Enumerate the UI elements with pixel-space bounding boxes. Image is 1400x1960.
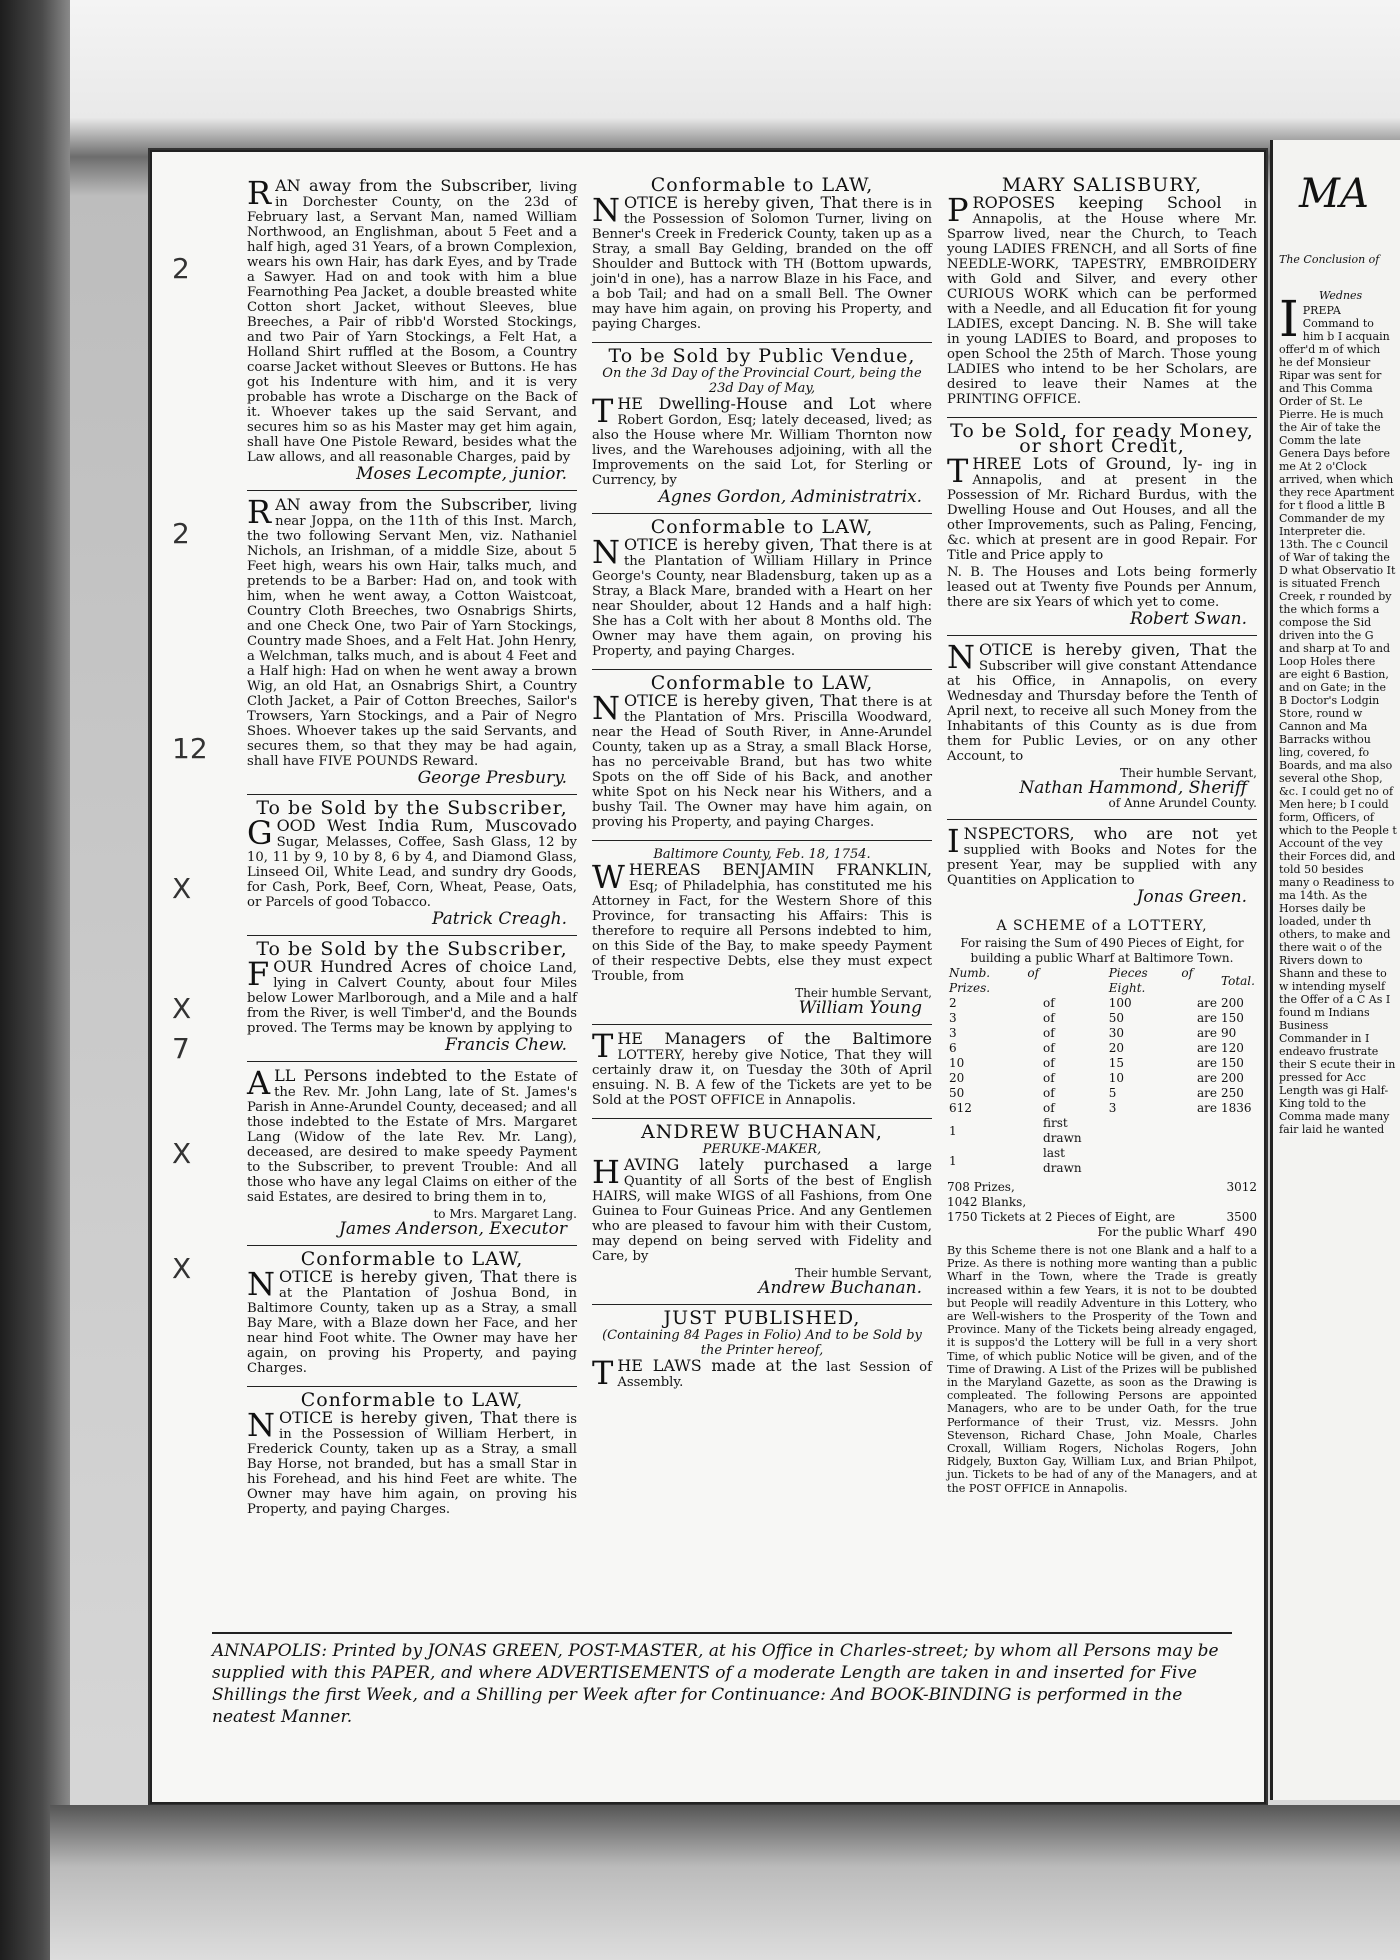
drop-cap: N [592,689,620,727]
scheme-row [947,996,1257,1011]
notice-body [947,191,1257,407]
scheme-cell: 50 [949,1086,965,1100]
signature: Moses Lecompte, junior. [356,464,567,484]
signature: Patrick Creagh. [432,909,567,929]
notice-block [592,670,932,841]
notice-title: ANDREW BUCHANAN, [641,1121,883,1143]
column-3 [947,172,1257,1503]
scheme-cell: of [1043,1026,1055,1040]
scheme-cell [1107,1116,1195,1146]
lottery-scheme [947,913,1257,1503]
notice-block [592,514,932,670]
notice-text: there is at the Plantation of William Hillary in Prince George's County, near Bladensburg, taken up as a Stray, a Black Mare, branded with a Heart on her near Shoulder, about 12 Hands and a half high: She has a Colt with her about 8 Months old. The Owner may have them again, on proving his Property, and paying Charges. [592,539,932,659]
notice-body [247,1064,577,1239]
signature-salutation: Their humble Servant, [795,1266,932,1280]
scheme-wharf-total: 490 [1234,1225,1257,1239]
drop-cap: W [592,858,625,896]
facing-subtitle: The Conclusion of [1279,253,1380,266]
notice-text: Land, lying in Calvert County, about four Miles below Lower Marlborough, and a Mile and a half from the River, is well Timber'd, and the Bounds proved. The Terms may be known by applying to [247,961,577,1036]
signature: George Presbury. [417,768,567,788]
notice-title: To be Sold by the Subscriber, [256,938,568,960]
drop-cap: T [947,452,969,490]
notice-body [247,1406,578,1517]
margin-note: X [172,1137,192,1170]
notice-body [947,638,1257,811]
notice-text: living in Dorchester County, on the 23d of February last, a Servant Man, named William Northwood, an Englishman, about 5 Feet and a half high, aged 31 Years, of a brown Complexion, wears his own Hair, has dark Eyes, and by Trade a Sawyer. Had on and took with him a blue Fearnothing Pea Jacket, a double breasted white Cotton short Jacket, without Sleeves, blue Breeches, a Pair of ribb'd Worsted Stockings, and two Pair of Yarn Stockings, a Felt Hat, a Holland Shirt ruffled at the Bosom, a Country coarse Jacket without Sleeves or Buttons. He has got his Indenture with him, and it is very probable has wrote a Discharge on the Back of it. Whoever takes up the said Servant, and secures him so as his Master may get him again, shall have One Pistole Reward, besides what the Law allows, and all reasonable Charges, paid by [247,180,578,465]
drop-cap: I [947,822,960,860]
notice-text: there is at the Plantation of Mrs. Priscilla Woodward, near the Head of South River, in Anne-Arundel County, taken up as a Stray, a small Black Horse, has no perceivable Brand, but has two white Spots on the off Side of his Back, and another white Spot on his Neck near his Withers, and a bushy Tail. The Owner may have him again, on proving his Property, and paying Charges. [592,695,932,830]
signature-salutation: Their humble Servant, [1120,766,1257,780]
notice-block [247,1246,577,1387]
scheme-cell: 5 [1108,1086,1117,1100]
notice-body [947,822,1257,907]
notice-heading: AN away from the Subscriber, [275,495,533,514]
signature-salutation: to Mrs. Margaret Lang. [433,1207,577,1221]
drop-cap: N [247,1406,275,1444]
notice-block [247,491,577,795]
notice-block [247,1062,577,1246]
scheme-row [947,1146,1257,1176]
notice-block [947,172,1257,418]
scheme-desc: For raising the Sum of 490 Pieces of Eight, for building a public Wharf at Baltimore Town. [960,936,1244,965]
scheme-cell [1195,1146,1219,1176]
notice-body [592,1027,932,1108]
scheme-cell: 200 [1221,1071,1244,1085]
notice-subtitle: (Containing 84 Pages in Folio) And to be Sold by the Printer hereof, [602,1328,922,1358]
notice-body [592,858,932,1018]
scheme-cell: of [1043,1071,1055,1085]
notice-heading: OTICE is hereby given, That [279,1267,518,1286]
margin-note: 2 [172,252,190,285]
notice-heading: ROPOSES keeping School [972,193,1222,212]
drop-cap: N [947,638,975,676]
notice-subtitle: PERUKE-MAKER, [702,1142,822,1157]
notice-subtitle: Baltimore County, Feb. 18, 1754. [653,847,871,862]
notice-heading: OTICE is hereby given, That [624,535,858,554]
scheme-cell: are [1197,1086,1218,1100]
notice-body [592,689,932,830]
notice-text: last Session of Assembly. [617,1360,932,1390]
drop-cap: R [247,174,272,212]
facing-masthead: MA [1299,171,1369,217]
scheme-row [947,1086,1257,1101]
scheme-blanks: 1042 Blanks, [947,1195,1027,1209]
drop-cap: R [247,493,272,531]
scheme-cell: 90 [1221,1026,1237,1040]
margin-note: 12 [172,732,208,765]
notice-heading: OTICE is hereby given, That [279,1408,518,1427]
notice-block [947,820,1257,913]
scheme-cell: 3 [949,1011,957,1025]
drop-cap: N [592,533,620,571]
scheme-cell: 100 [1108,996,1132,1010]
notice-text: large Quantity of all Sorts of the best of English HAIRS, will make WIGS of all Fashions, from One Guinea to Four Guineas Price. And any Gentlemen who are pleased to favour him with their Custom, may depend on being served with Fidelity and Care, by [592,1159,932,1264]
scheme-cell [1107,1146,1195,1176]
drop-cap: N [592,191,620,229]
book-binding [0,0,70,1960]
notice-body [247,955,577,1055]
drop-cap: G [247,814,273,852]
scheme-cell: 3 [949,1026,957,1040]
scheme-prizes-total: 3012 [1226,1180,1257,1194]
notice-title: JUST PUBLISHED, [663,1307,861,1329]
scheme-tickets: 1750 Tickets at 2 Pieces of Eight, are [947,1210,1176,1224]
scheme-header [1195,966,1219,996]
drop-cap: P [947,191,969,229]
notice-block [592,841,932,1025]
notice-block [247,1387,577,1527]
notice-text: living near Joppa, on the 11th of this Inst. March, the two following Servant Men, viz. Nathaniel Nichols, an Irishman, of a middle Size, about 5 Feet high, wears his own Hair, talks much, and pretends to be a Barber: Had on, and took with him, when he went away, a Cotton Waistcoat, Country Cloth Breeches, two Osnabrigs Shirts, and one Check One, two Pair of Yarn Stockings, Country made Shoes, and a Felt Hat. John Henry, a Welchman, talks much, and is about 4 Feet and a Half high: Had on when he went away a brown Wig, an old Hat, an Osnabrigs Shirt, a Country Cloth Jacket, a Pair of Cotton Breeches, Sailor's Trowsers, Yarn Stockings, and a Pair of Negro Shoes. Whoever takes up the said Servants, and secures them, so that they may be had again, shall have FIVE POUNDS Reward. [247,499,578,769]
notice-title: To be Sold by Public Vendue, [608,345,916,367]
scheme-cell: of [1043,1101,1055,1115]
signature-salutation: Their humble Servant, [795,986,932,1000]
scheme-cell: of [1043,996,1055,1010]
scheme-cell: are [1197,1101,1218,1115]
scheme-cell: 50 [1108,1011,1124,1025]
scheme-cell: 1836 [1221,1101,1252,1115]
scheme-cell: 200 [1221,996,1244,1010]
scheme-cell: are [1197,1071,1218,1085]
scheme-cell: 2 [949,996,957,1010]
notice-heading: AN away from the Subscriber, [275,176,533,195]
scheme-cell [1195,1116,1219,1146]
notice-subtitle: On the 3d Day of the Provincial Court, being the 23d Day of May, [602,366,922,396]
scheme-cell: 150 [1221,1056,1244,1070]
notice-block [247,936,577,1062]
facing-page [1270,140,1400,1800]
notice-body [247,174,578,484]
notice-heading: OTICE is hereby given, That [624,193,858,212]
drop-cap: T [592,392,614,430]
notice-text: the Subscriber will give constant Attendance at his Office, in Annapolis, on every Wednesday and Thursday before the Tenth of April next, to receive all such Money from the Inhabitants of this County as is due from them for Public Levies, or on any other Account, to [947,644,1257,764]
signature: Robert Swan. [1129,609,1247,629]
facing-body: PREPA Command to him b I acquain offer'd m of which he def Monsieur Ripar was sent for and This Comma Order of St. Le Pierre. He is much the Air of take the Comm the late Genera Days before me At 2 o'Clock arrived, when which they rece Apartment for t flood a little B Commander de my Interpreter die. 13th. The c Council of War of taking the D what Observatio It is situated French Creek, r rounded by the which forms a compose the Sid driven into the G and sharp at To and Loop Holes there are eight 6 Bastion, and on Gate; in the B Doctor's Lodgin Store, round w Cannon and Ma Barracks withou ling, covered, fo Boards, and ma also several othe Shop, &c. I could get no of Men here; b I could form, Officers, of which to the People t Account of the vey their Forces did, and told 50 besides many o Readiness to ma 14th. As the Horses daily be loaded, under th others, to make and there wait o of the Rivers down to Shann and these to w intending myself the Offer of a C As I found m Indians Business Commander in I endeavo frustrate their S ecute their in pressed for Acc Length was gi Half-King told to the Comma made many fair laid he wanted [1279,304,1397,1136]
margin-note: X [172,1252,192,1285]
notice-block [592,343,932,514]
notice-block [592,1305,932,1400]
notice-title: Conformable to LAW, [650,672,874,694]
notice-heading: LL Persons indebted to the [274,1066,507,1085]
scheme-header: Pieces of Eight. [1108,966,1194,995]
notice-body [592,1354,932,1392]
imprint-footer: ANNAPOLIS: Printed by JONAS GREEN, POST-MASTER, at his Office in Charles-street; by whom all Persons may be supplied with this PAPER, and where ADVERTISEMENTS of a moderate Length are taken in and inserted for Five Shillings the first Week, and a Shilling per Week after for Continuance: And BOOK-BINDING is performed in the neatest Manner. [212,1632,1232,1728]
notice-heading: HREE Lots of Ground, ly- [972,454,1203,473]
notice-heading: OUR Hundred Acres of choice [273,957,532,976]
signature: Francis Chew. [444,1035,567,1055]
notice-block [247,795,577,936]
notice-title: Conformable to LAW, [650,516,874,538]
facing-drop-cap: I [1279,290,1299,348]
notice-text: there is in the Possession of Solomon Turner, living on Benner's Creek in Frederick County, taken up as a Stray, a small Bay Gelding, branded on the off Shoulder and Buttock with TH (Bottom upwards, join'd in one), has a narrow Blaze in his Face, and a bob Tail; and had on a small Bell. The Owner may have him again, on proving his Property, and paying Charges. [592,197,932,332]
newspaper-page [150,150,1266,1804]
scheme-cell: last drawn [1043,1146,1082,1175]
scheme-cell: of [1043,1086,1055,1100]
notice-heading: OTICE is hereby given, That [979,640,1227,659]
notice-heading: HE Managers of the Baltimore [617,1029,932,1048]
scheme-row [947,1026,1257,1041]
margin-note: X [172,992,192,1025]
notice-body [592,1153,932,1298]
margin-note: 2 [172,517,190,550]
scheme-cell: 10 [949,1056,965,1070]
scheme-row [947,1071,1257,1086]
notice-block [592,1119,932,1305]
drop-cap: H [592,1153,620,1191]
scheme-cell: of [1043,1011,1055,1025]
notice-title: To be Sold by the Subscriber, [256,797,568,819]
scheme-cell: 6 [949,1041,957,1055]
drop-cap: F [247,955,270,993]
column-2 [592,172,932,1400]
facing-line: Wednes [1319,289,1363,302]
notice-title: Conformable to LAW, [300,1389,524,1411]
scheme-title: A SCHEME of a LOTTERY, [996,918,1208,934]
scheme-table [947,966,1257,1176]
notice-title: To be Sold, for ready Money, or short Credit, [950,420,1254,457]
margin-note: 7 [172,1032,190,1065]
signature: Agnes Gordon, Administratrix. [658,487,922,507]
scheme-cell: 10 [1108,1071,1124,1085]
scheme-cell: are [1197,1026,1218,1040]
notice-text: yet supplied with Books and Notes for the present Year, may be supplied with any Quantities on Application to [947,828,1257,888]
notice-text: there is at the Plantation of Joshua Bond, in Baltimore County, taken up as a Stray, a small Bay Mare, with a Blaze down her Face, and her near hind Foot white. The Owner may have her again, on proving his Property, and paying Charges. [247,1271,578,1376]
scheme-cell: 120 [1221,1041,1244,1055]
signature: Andrew Buchanan. [758,1278,922,1298]
scheme-cell: of [1043,1056,1055,1070]
scheme-cell: are [1197,1011,1218,1025]
scheme-cell: 30 [1108,1026,1124,1040]
scheme-header [1041,966,1107,996]
scheme-cell: 150 [1221,1011,1244,1025]
scheme-cell: are [1197,1041,1218,1055]
notice-block [247,172,577,491]
notice-text: LOTTERY, hereby give Notice, That they will certainly draw it, on Tuesday the 30th of April ensuing. N. B. A few of the Tickets are yet to be Sold at the POST OFFICE in Annapolis. [592,1048,932,1108]
bottom-shadow [50,1805,1400,1960]
scheme-cell: first drawn [1043,1116,1082,1145]
notice-block [592,1025,932,1119]
scheme-header: Total. [1221,973,1255,988]
notice-body [592,191,932,332]
notice-body [592,392,932,507]
scheme-cell [1219,1116,1257,1146]
notice-block [947,418,1257,636]
scheme-row [947,1011,1257,1026]
scheme-cell: are [1197,996,1218,1010]
notice-heading: NSPECTORS, who are not [963,824,1219,843]
scheme-header: Numb. of Prizes. [949,966,1040,995]
signature: Jonas Green. [1136,887,1247,907]
signature: James Anderson, Executor [339,1219,567,1239]
notice-body [247,493,578,788]
signature: William Young [798,998,922,1018]
scheme-cell: 20 [949,1071,965,1085]
notice-text: Esq; of Philadelphia, has constituted me his Attorney in Fact, for the Western Shore of this Province, for transacting his Affairs: This is therefore to require all Persons indebted to him, on this Side of the Bay, to make speedy Payment of their respective Debts, else they must expect Trouble, from [592,879,932,984]
notice-body [247,1265,578,1376]
notice-text: ing in Annapolis, and at present in the Possession of Mr. Richard Burdus, with the Dwelling House and Out Houses, and all the other Improvements, such as Paling, Fencing, &c. which at present are in good Repair. For Title and Price apply to [947,458,1257,563]
notice-heading: AVING lately purchased a [623,1155,879,1174]
notice-text: there is in the Possession of William Herbert, in Frederick County, taken up as a Stray, a small Bay Horse, not branded, but has a small Star in his Forehead, and his hind Feet are white. The Owner may have him again, on proving his Property, and paying Charges. [247,1412,578,1517]
scheme-cell: 612 [949,1101,972,1115]
scheme-prizes: 708 Prizes, [947,1180,1015,1194]
notice-body [247,814,577,929]
scheme-row [947,1056,1257,1071]
scheme-cell: are [1197,1056,1218,1070]
notice-heading: HE Dwelling-House and Lot [617,394,876,413]
scheme-cell: 20 [1108,1041,1124,1055]
scheme-cell: 1 [949,1123,957,1138]
drop-cap: T [592,1354,614,1392]
scheme-cell: 1 [949,1153,957,1168]
scheme-cell [1219,1146,1257,1176]
notice-title: MARY SALISBURY, [1001,174,1203,196]
notice-heading: HEREAS BENJAMIN FRANKLIN, [628,860,932,879]
notice-body [592,533,932,659]
notice-body [947,452,1257,629]
notice-title: Conformable to LAW, [300,1248,524,1270]
notice-text: where Robert Gordon, Esq; lately deceased, lived; as also the House where Mr. William Thornton now lives, and the Warehouses adjoining, with all the Improvements on the said Lot, for Sterling or Currency, by [592,398,932,488]
notice-text: Sugar, Melasses, Coffee, Sash Glass, 12 by 10, 11 by 9, 10 by 8, 6 by 4, and Diamond Glass, Linseed Oil, White Lead, and sundry dry Goods, for Cash, Pork, Beef, Corn, Wheat, Pease, Oats, or Parcels of good Tobacco. [247,835,577,910]
scheme-tickets-total: 3500 [1226,1210,1257,1224]
drop-cap: A [247,1064,271,1102]
drop-cap: T [592,1027,614,1065]
notice-block [947,636,1257,820]
signature: Nathan Hammond, Sheriff [1019,778,1247,798]
column-1 [247,172,577,1527]
margin-note: X [172,872,192,905]
notice-note: N. B. The Houses and Lots being formerly leased out at Twenty five Pounds per Annum, there are six Years of which yet to come. [947,565,1257,610]
notice-title: Conformable to LAW, [650,174,874,196]
signature-extra: of Anne Arundel County. [1108,796,1257,810]
notice-heading: OTICE is hereby given, That [624,691,858,710]
notice-block [592,172,932,343]
notice-heading: HE LAWS made at the [617,1356,818,1375]
scheme-cell: 15 [1108,1056,1124,1070]
scheme-wharf: For the public Wharf [1097,1225,1225,1239]
scheme-row [947,1101,1257,1116]
scheme-row [947,1116,1257,1146]
drop-cap: N [247,1265,275,1303]
scheme-cell: 3 [1108,1101,1117,1115]
scheme-cell: of [1043,1041,1055,1055]
scheme-cell: 250 [1221,1086,1244,1100]
notice-text: in Annapolis, at the House where Mr. Sparrow lived, near the Church, to Teach young LADIES FRENCH, and all Sorts of fine NEEDLE-WORK, TAPESTRY, EMBROIDERY with Gold and Silver, and every other CURIOUS WORK which can be performed with a Needle, and all Education fit for young LADIES, except Dancing. N. B. She will take in young LADIES to Board, and proposes to open School the 25th of March. Those young LADIES who intend to be her Scholars, are desired to leave their Names at the PRINTING OFFICE. [947,197,1257,407]
notice-text: Estate of the Rev. Mr. John Lang, late of St. James's Parish in Anne-Arundel County, deceased; and all those indebted to the Estate of Mrs. Margaret Lang (Widow of the late Rev. Mr. Lang), deceased, are desired to make speedy Payment to the Subscriber, to prevent Trouble: And all those who have any legal Claims on either of the said Estates, are desired to bring them in to, [247,1070,577,1205]
notice-heading: OOD West India Rum, Muscovado [276,816,577,835]
scheme-body: By this Scheme there is not one Blank and a half to a Prize. As there is nothing more wanting than a public Wharf in the Town, where the Trade is greatly increased within a few Years, it is not to be doubted but People will readily Adventure in this Lottery, who are Well-wishers to the Prosperity of the Town and Province. Many of the Tickets being already engaged, it is suppos'd the Lottery will be full in a very short Time, of which public Notice will be given, and of the Time of Drawing. A List of the Prizes will be published in the Maryland Gazette, as soon as the Drawing is compleated. The following Persons are appointed Managers, who are to be under Oath, for the true Performance of their Trust, viz. Messrs. John Stevenson, Richard Chase, John Moale, Charles Croxall, William Rogers, Nicholas Rogers, John Ridgely, Buxton Gay, William Lux, and Brian Philpot, jun. Tickets to be had of any of the Managers, and at the POST OFFICE in Annapolis. [947,1244,1257,1495]
scheme-row [947,1041,1257,1056]
